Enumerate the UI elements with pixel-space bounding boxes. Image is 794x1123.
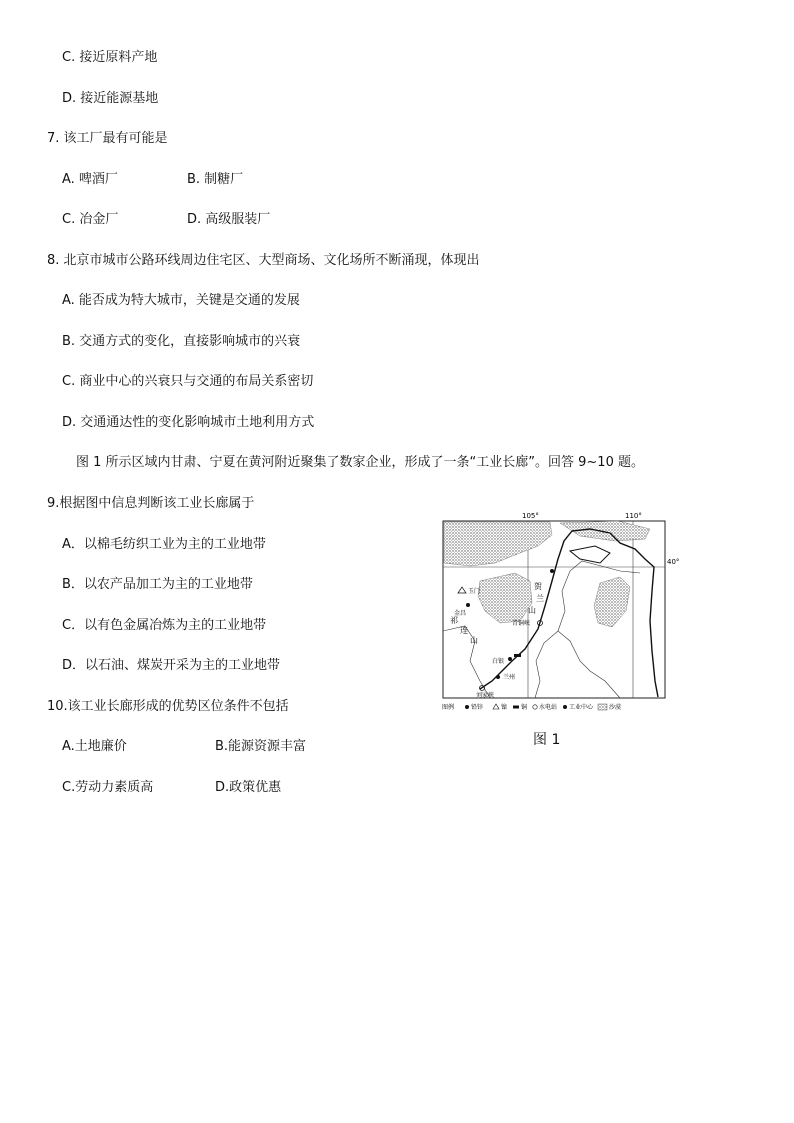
q10-stem: 10.该工业长廊形成的优势区位条件不包括 <box>47 699 289 714</box>
legend-desert: 沙漠 <box>609 704 622 711</box>
q9-option-c: C．以有色金属冶炼为主的工业地带 <box>62 618 267 633</box>
copper-icon <box>513 706 519 709</box>
q6-option-c: C. 接近原料产地 <box>62 50 158 65</box>
q8-option-d: D. 交通通达性的变化影响城市土地利用方式 <box>62 415 315 430</box>
q9-stem: 9.根据图中信息判断该工业长廊属于 <box>47 496 255 511</box>
place-shan: 山 <box>470 636 478 645</box>
place-lanzhou: 兰州 <box>503 674 516 681</box>
q8-option-b: B. 交通方式的变化，直接影响城市的兴衰 <box>62 334 301 349</box>
place-qingtongxia: 青铜峡 <box>512 620 531 627</box>
legend-hydro: 水电站 <box>539 704 558 711</box>
q10-option-d: D.政策优惠 <box>215 780 282 795</box>
q8-option-a: A. 能否成为特大城市，关键是交通的发展 <box>62 293 300 308</box>
q9-option-a: A．以棉毛纺织工业为主的工业地带 <box>62 537 266 552</box>
place-liujiaxia: 刘家峡 <box>476 692 495 699</box>
figure-caption: 图 1 <box>533 732 561 748</box>
legend-copper: 铜 <box>521 704 528 711</box>
q10-option-c: C.劳动力素质高 <box>62 780 154 795</box>
industrial-corridor-map <box>440 511 678 716</box>
place-lian: 连 <box>460 626 468 635</box>
place-jinchang: 金昌 <box>454 610 467 617</box>
industry-center-jinchang <box>466 603 470 607</box>
q7-option-a: A. 啤酒厂 <box>62 172 118 187</box>
q7-option-d: D. 高级服装厂 <box>187 212 271 227</box>
q10-option-b: B.能源资源丰富 <box>215 739 307 754</box>
place-he: 贺 <box>534 582 542 591</box>
legend-label: 图例 <box>442 704 455 711</box>
copper-symbol <box>514 654 521 657</box>
q9-option-b: B．以农产品加工为主的工业地带 <box>62 577 253 592</box>
place-shan-2: 山 <box>528 606 536 615</box>
q8-stem: 8. 北京市城市公路环线周边住宅区、大型商场、文化场所不断涌现，体现出 <box>47 253 480 268</box>
lon-label-110: 110° <box>625 512 642 520</box>
hydro-icon <box>533 705 537 709</box>
question-intro: 图 1 所示区域内甘肃、宁夏在黄河附近聚集了数家企业，形成了一条“工业长廊”。回答 9~10 题。 <box>76 455 644 470</box>
legend-lead-zinc: 铅锌 <box>471 704 484 711</box>
q10-option-a: A.土地廉价 <box>62 739 127 754</box>
q7-option-c: C. 冶金厂 <box>62 212 119 227</box>
desert-icon <box>598 704 607 710</box>
map-legend <box>442 703 621 711</box>
lat-label-40: 40° <box>667 558 680 566</box>
place-yumen: 玉门 <box>468 588 481 595</box>
lead-zinc-icon <box>465 705 469 709</box>
legend-industry: 工业中心 <box>569 704 594 711</box>
nickel-icon <box>493 704 499 709</box>
q9-option-d: D．以石油、煤炭开采为主的工业地带 <box>62 658 281 673</box>
place-qi: 祁 <box>450 616 458 625</box>
q7-stem: 7. 该工厂最有可能是 <box>47 131 168 146</box>
lon-label-105: 105° <box>522 512 539 520</box>
industry-center-icon <box>563 705 567 709</box>
place-lan: 兰 <box>536 594 544 603</box>
place-baiyin: 白银 <box>492 658 505 665</box>
industry-center-baiyin <box>508 657 512 661</box>
q7-option-b: B. 制糖厂 <box>187 172 244 187</box>
legend-nickel: 镍 <box>501 704 508 711</box>
industry-center-shizuishan <box>550 569 554 573</box>
q8-option-c: C. 商业中心的兴衰只与交通的布局关系密切 <box>62 374 314 389</box>
q6-option-d: D. 接近能源基地 <box>62 91 159 106</box>
industry-center-lanzhou <box>496 675 500 679</box>
